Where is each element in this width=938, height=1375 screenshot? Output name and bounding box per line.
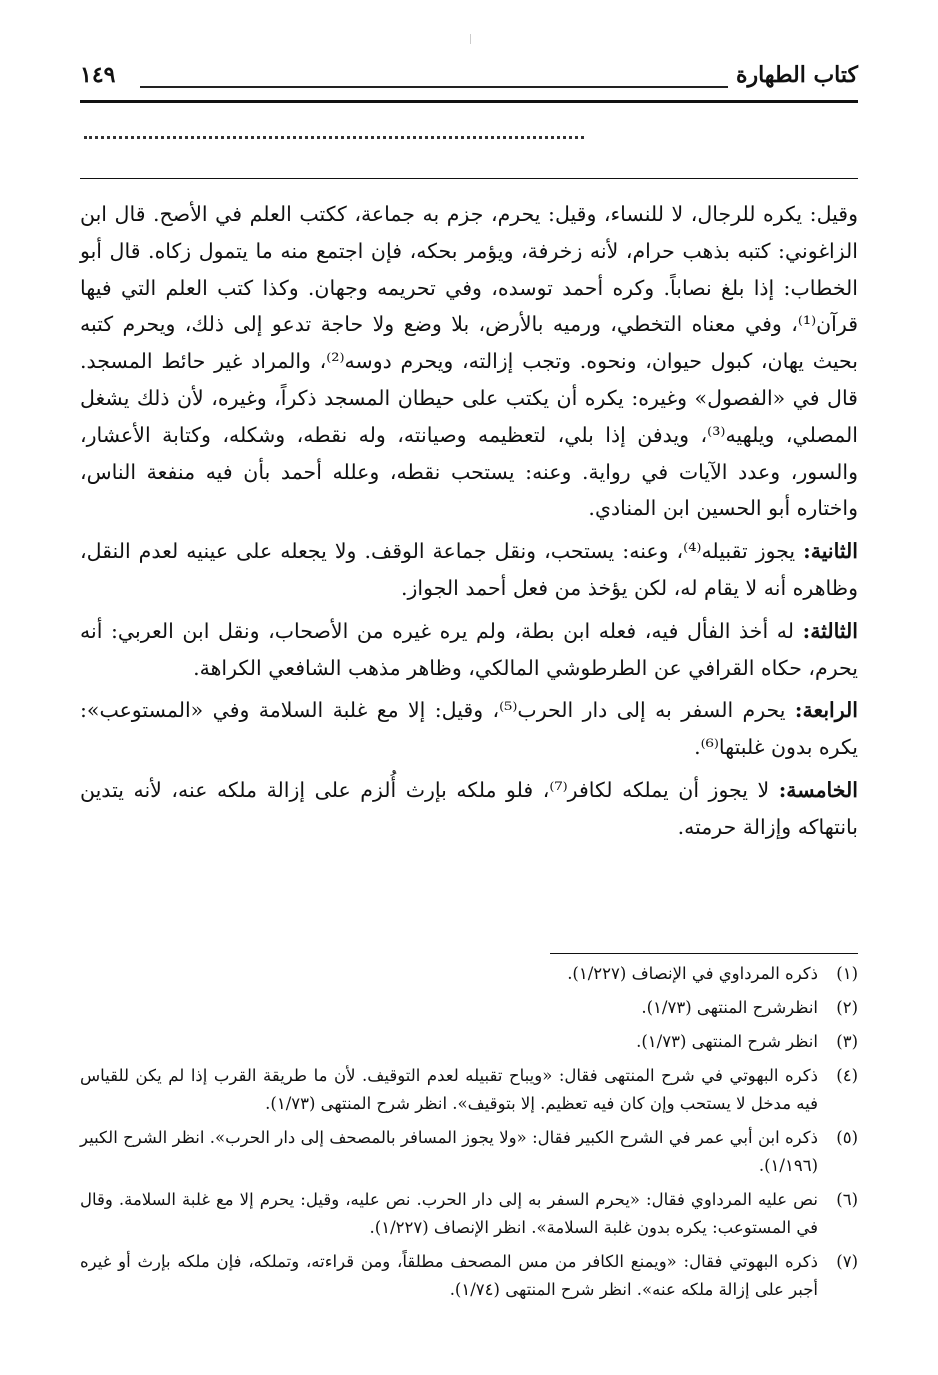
footnote-text: انظر شرح المنتهى (١/٧٣). (636, 1032, 818, 1051)
header-rule (80, 100, 858, 103)
footnote-number: (١) (836, 964, 858, 983)
label-fourth: الرابعة: (794, 698, 858, 723)
footnote-text: ذكره المرداوي في الإنصاف (١/٢٢٧). (567, 964, 818, 983)
paragraph-second (80, 533, 858, 607)
footnote-number: (٧) (836, 1252, 858, 1271)
footnote-text: ذكره البهوتي في شرح المنتهى فقال: «ويباح تقبيله لعدم التوقيف. لأن ما طريقة القرب إذا لم يكن للقياس فيه مدخل لا يستحب وإن كان فيه تعظيم. إلا بتوقيف». انظر شرح المنتهى (١/٧٣). (80, 1066, 818, 1113)
main-text (80, 196, 858, 852)
dotted-separator (84, 136, 584, 155)
footnote (80, 1028, 858, 1056)
text-fifth: لا يجوز أن يملكه لكافر⁽⁷⁾، فلو ملكه بإرث أُلزم على إزالة ملكه عنه، لأنه يتدين بانتهاكه وإزالة حرمته. (80, 777, 858, 839)
label-fifth: الخامسة: (778, 777, 858, 802)
footnote-number: (٤) (836, 1066, 858, 1085)
footnote (80, 960, 858, 988)
scan-mark (470, 34, 471, 44)
footnote-number: (٣) (836, 1032, 858, 1051)
footnote-text: نص عليه المرداوي فقال: «يحرم السفر به إلى دار الحرب. نص عليه، وقيل: يحرم إلا مع غلبة السلامة. وقال في المستوعب: يكره بدون غلبة السلامة». انظر الإنصاف (١/٢٢٧). (80, 1190, 818, 1237)
footnote-rule (550, 953, 858, 954)
footnote-text: ذكره ابن أبي عمر في الشرح الكبير فقال: «ولا يجوز المسافر بالمصحف إلى دار الحرب». انظر الشرح الكبير (١/١٩٦). (80, 1128, 818, 1175)
running-header (80, 62, 858, 100)
text-third: له أخذ الفأل فيه، فعله ابن بطة، ولم يره غيره من الأصحاب، ونقل ابن العربي: أنه يحرم، حكاه القرافي عن الطرطوشي المالكي، وظاهر مذهب الشافعي الكراهة. (80, 618, 858, 680)
footnote (80, 1186, 858, 1242)
paragraph-fourth (80, 692, 858, 766)
footnote-number: (٢) (836, 998, 858, 1017)
paragraph-fifth (80, 772, 858, 846)
footnote (80, 1124, 858, 1180)
footnote-number: (٥) (836, 1128, 858, 1147)
footnote (80, 1062, 858, 1118)
footnote (80, 994, 858, 1022)
paragraph-third (80, 613, 858, 687)
label-third: الثالثة: (802, 618, 858, 643)
footnote-number: (٦) (836, 1190, 858, 1209)
footnote (80, 1248, 858, 1304)
text-second: يجوز تقبيله⁽⁴⁾، وعنه: يستحب، ونقل جماعة الوقف. ولا يجعله على عينيه لعدم النقل، وظاهره أنه لا يقام له، لكن يؤخذ من فعل أحمد الجواز. (80, 539, 858, 600)
footnotes (80, 960, 858, 1310)
chapter-title: كتاب الطهارة (728, 62, 858, 88)
header-line (140, 86, 728, 88)
text-fourth: يحرم السفر به إلى دار الحرب⁽⁵⁾، وقيل: إلا مع غلبة السلامة وفي «المستوعب»: يكره بدون غلبتها⁽⁶⁾. (80, 698, 858, 760)
footnote-text: ذكره البهوتي فقال: «ويمنع الكافر من مس المصحف مطلقاً، ومن قراءته، وتملكه، فإن ملكه بإرث أو غيره أجبر على إزالة ملكه عنه». انظر شرح المنتهى (١/٧٤). (80, 1252, 818, 1299)
paragraph-intro: وقيل: يكره للرجال، لا للنساء، وقيل: يحرم، جزم به جماعة، ككتب العلم في الأصح. قال ابن الزاغوني: كتبه بذهب حرام، لأنه زخرفة، ويؤمر بحكه، فإن اجتمع منه ما يتمول زكاه. قال أبو الخطاب: إذا بلغ نصاباً. وكره أحمد توسده، وفي تحريمه وجهان. وكذا كتب العلم التي فيها قرآن⁽¹⁾، وفي معناه التخطي، ورميه بالأرض، بلا وضع ولا حاجة تدعو إلى ذلك، ويحرم كتبه بحيث يهان، كبول حيوان، ونحوه. وتجب إزالته، ويحرم دوسه⁽²⁾، والمراد غير حائط المسجد. قال في «الفصول» وغيره: يكره أن يكتب على حيطان المسجد ذكراً، وغيره، لأن ذلك يشغل المصلي، ويلهيه⁽³⁾، ويدفن إذا بلي، لتعظيمه وصيانته، وله نقطه، وشكله، وكتابة الأعشار، والسور، وعدد الآيات في رواية. وعنه: يستحب نقطه، وعلله أحمد بأن فيه منفعة الناس، واختاره أبو الحسين ابن المنادي. (80, 202, 858, 521)
section-rule (80, 178, 858, 179)
label-second: الثانية: (803, 539, 858, 564)
page-number: ١٤٩ (80, 62, 123, 88)
footnote-text: انظرشرح المنتهى (١/٧٣). (641, 998, 818, 1017)
